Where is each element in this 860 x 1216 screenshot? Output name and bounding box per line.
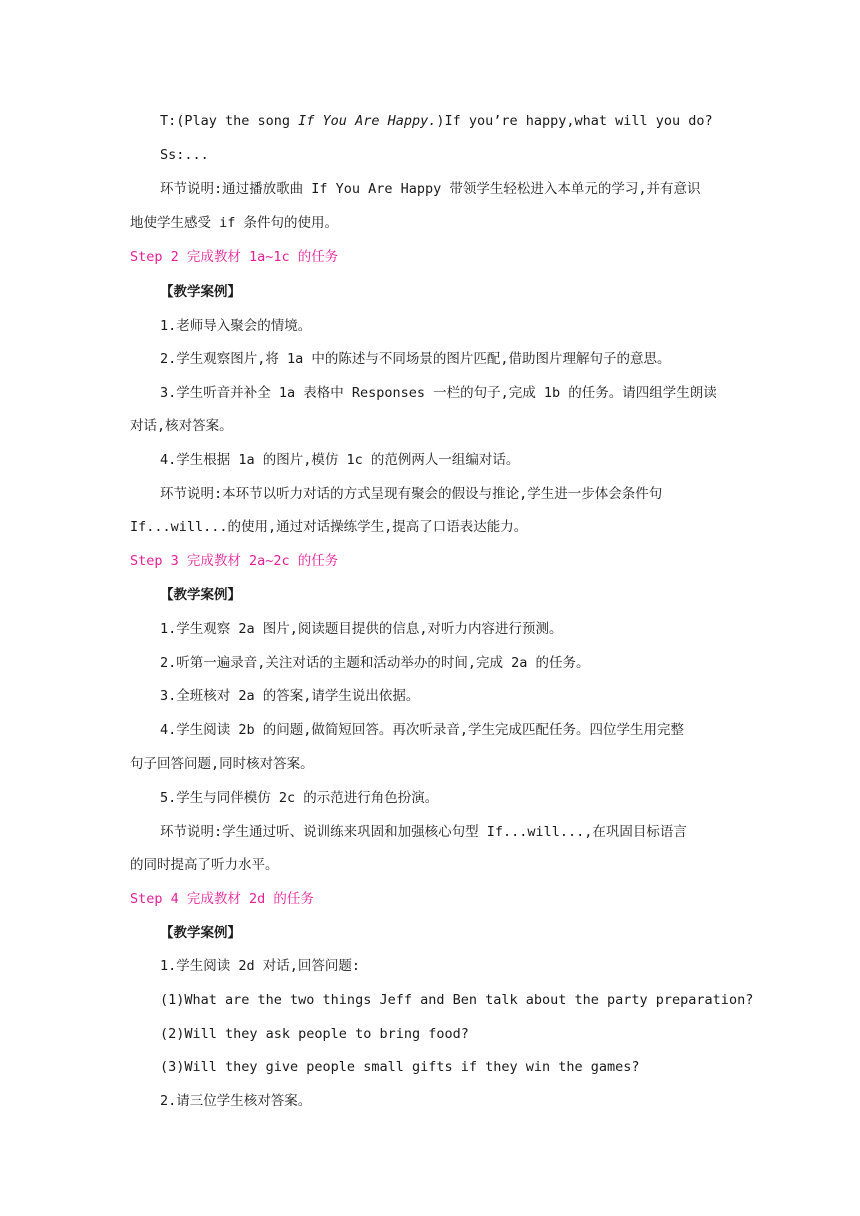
step4-case-label: 【教学案例】 xyxy=(160,925,241,941)
students-line: Ss:... xyxy=(160,147,209,163)
step2-note-line2: If...will...的使用,通过对话操练学生,提高了口语表达能力。 xyxy=(130,519,528,535)
step2-heading: Step 2 完成教材 1a~1c 的任务 xyxy=(130,249,339,265)
intro-note-line2: 地使学生感受 if 条件句的使用。 xyxy=(130,215,339,231)
step2-item2: 2.学生观察图片,将 1a 中的陈述与不同场景的图片匹配,借助图片理解句子的意思。 xyxy=(160,351,671,367)
step4-question1: (1)What are the two things Jeff and Ben talk about the party preparation? xyxy=(160,992,754,1008)
step3-item2: 2.听第一遍录音,关注对话的主题和活动举办的时间,完成 2a 的任务。 xyxy=(160,655,590,671)
step3-note-line2: 的同时提高了听力水平。 xyxy=(130,857,279,873)
step2-item3-line1: 3.学生听音并补全 1a 表格中 Responses 一栏的句子,完成 1b 的任务。请四组学生朗读 xyxy=(160,385,717,401)
step3-case-label: 【教学案例】 xyxy=(160,587,241,603)
step2-note-line1: 环节说明:本环节以听力对话的方式呈现有聚会的假设与推论,学生进一步体会条件句 xyxy=(160,486,663,502)
teacher-question: )If you’re happy,what will you do? xyxy=(436,113,713,129)
step4-heading: Step 4 完成教材 2d 的任务 xyxy=(130,891,314,907)
step3-item4-line2: 句子回答问题,同时核对答案。 xyxy=(130,756,314,772)
step4-question2: (2)Will they ask people to bring food? xyxy=(160,1026,469,1042)
step3-note-line1: 环节说明:学生通过听、说训练来巩固和加强核心句型 If...will...,在巩固目标语言 xyxy=(160,824,687,840)
step2-case-label: 【教学案例】 xyxy=(160,284,241,300)
teacher-prefix: T:(Play the song xyxy=(160,113,299,129)
step3-item3: 3.全班核对 2a 的答案,请学生说出依据。 xyxy=(160,688,420,704)
step3-heading: Step 3 完成教材 2a~2c 的任务 xyxy=(130,553,339,569)
step3-item5: 5.学生与同伴模仿 2c 的示范进行角色扮演。 xyxy=(160,790,439,806)
step4-item1: 1.学生阅读 2d 对话,回答问题: xyxy=(160,958,361,974)
intro-note-line1: 环节说明:通过播放歌曲 If You Are Happy 带领学生轻松进入本单元的学习,并有意识 xyxy=(160,181,701,197)
step2-item3-line2: 对话,核对答案。 xyxy=(130,418,233,434)
step2-item1: 1.老师导入聚会的情境。 xyxy=(160,318,312,334)
teacher-line xyxy=(160,111,730,131)
step2-item4: 4.学生根据 1a 的图片,模仿 1c 的范例两人一组编对话。 xyxy=(160,452,520,468)
step4-item2: 2.请三位学生核对答案。 xyxy=(160,1093,312,1109)
song-title: If You Are Happy. xyxy=(298,113,437,129)
step4-question3: (3)Will they give people small gifts if they win the games? xyxy=(160,1059,640,1075)
step3-item4-line1: 4.学生阅读 2b 的问题,做简短回答。再次听录音,学生完成匹配任务。四位学生用完整 xyxy=(160,722,685,738)
step3-item1: 1.学生观察 2a 图片,阅读题目提供的信息,对听力内容进行预测。 xyxy=(160,621,563,637)
